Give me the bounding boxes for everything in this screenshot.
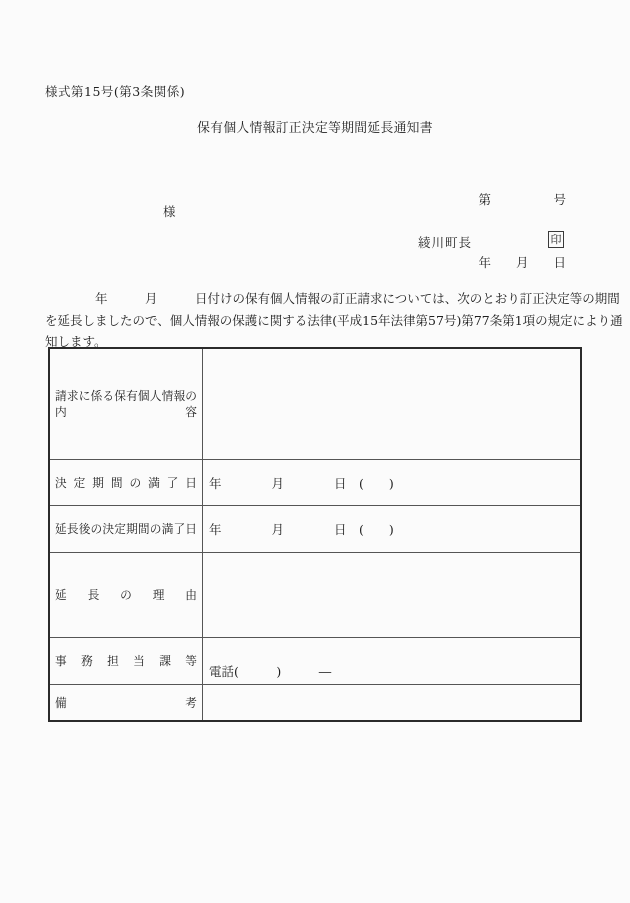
row-value-department-phone (203, 638, 580, 684)
row-label-remarks (50, 685, 203, 720)
value-text: 電話( ) ― (209, 664, 332, 679)
table-row-extended-deadline (50, 505, 580, 552)
row-label-department (50, 638, 203, 684)
doc-date-line: 年 月 日 (478, 255, 566, 270)
table-row-department (50, 637, 580, 684)
label-line: 延長後の決定期間の満了日 (55, 522, 197, 536)
label-line: 延長の理由 (55, 588, 197, 602)
body-line: 年 月 日付けの保有個人情報の訂正請求については、次のとおり訂正決定等の期間 (45, 291, 620, 306)
table-row-extension-reason (50, 552, 580, 637)
table-row-decision-deadline (50, 459, 580, 505)
table-row-requested-info-content (50, 349, 580, 459)
row-value-remarks (203, 685, 580, 720)
label-line: 事務担当課等 (55, 654, 197, 668)
row-value-extension-reason (203, 553, 580, 637)
doc-number-line: 第 号 (478, 192, 566, 207)
form-number: 様式第15号(第3条関係) (45, 84, 186, 99)
row-value-decision-deadline (203, 460, 580, 505)
label-line: 備考 (55, 695, 197, 710)
body-paragraph (45, 288, 623, 353)
form-table (48, 347, 582, 722)
value-text: 年 月 日 ( ) (209, 475, 394, 491)
row-label-requested-info (50, 349, 203, 459)
issuer-name: 綾川町長 (418, 235, 473, 250)
label-line: 内容 (55, 405, 197, 419)
table-row-remarks (50, 684, 580, 720)
seal-box (548, 231, 564, 248)
row-label-decision-deadline (50, 460, 203, 505)
label-line: 決定期間の満了日 (55, 475, 197, 490)
body-line: 知します。 (45, 334, 107, 350)
label-line: 請求に係る保有個人情報の (55, 389, 197, 403)
value-text: 年 月 日 ( ) (209, 522, 394, 537)
row-value-extended-deadline (203, 506, 580, 552)
row-label-extended-deadline (50, 506, 203, 552)
row-value-requested-info (203, 349, 580, 459)
seal-label: 印 (550, 233, 562, 246)
recipient-suffix: 様 (163, 204, 176, 219)
row-label-extension-reason (50, 553, 203, 637)
body-line: を延長しましたので、個人情報の保護に関する法律(平成15年法律第57号)第77条第1項の規定により通 (45, 312, 623, 328)
page-title: 保有個人情報訂正決定等期間延長通知書 (197, 121, 433, 136)
